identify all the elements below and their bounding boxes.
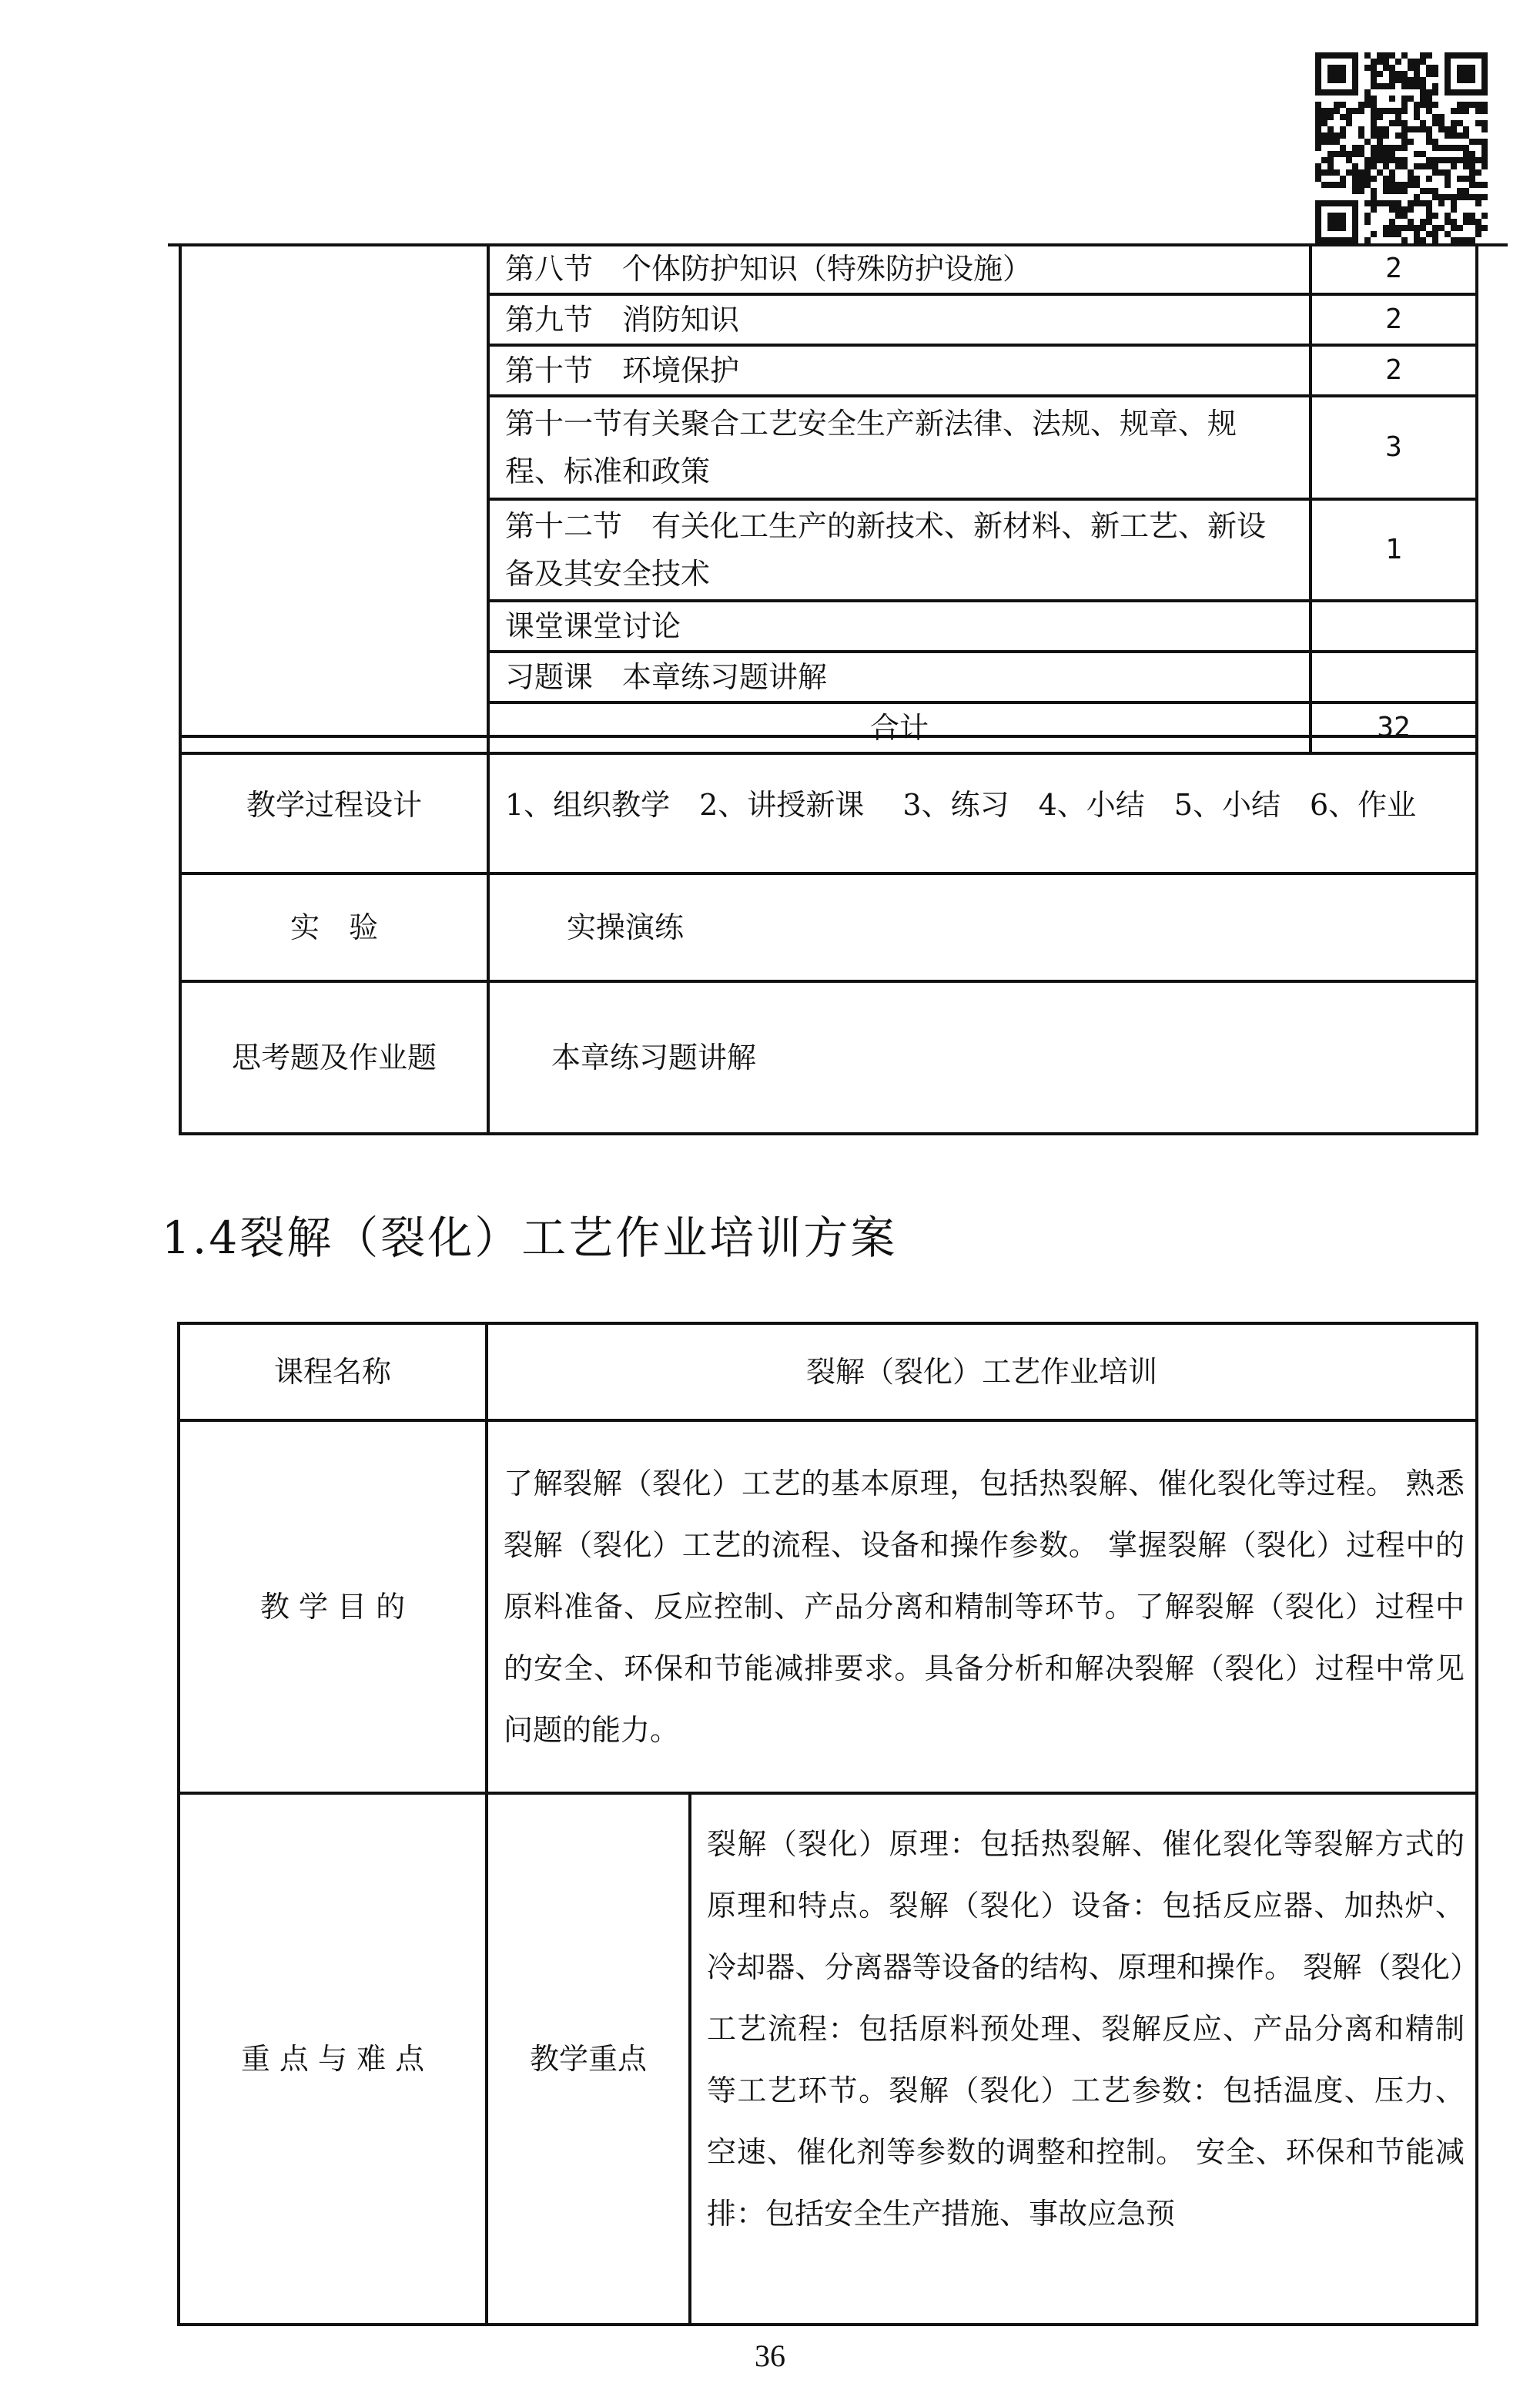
row-content: 第八节 个体防护知识（特殊防护设施） xyxy=(488,245,1311,294)
qr-code xyxy=(1315,52,1488,243)
table-row xyxy=(180,873,1477,981)
row-hours: 2 xyxy=(1311,294,1477,345)
total-value: 32 xyxy=(1311,702,1477,753)
row-content: 课堂课堂讨论 xyxy=(488,601,1311,652)
row-hours: 3 xyxy=(1311,396,1477,499)
row-content: 第十节 环境保护 xyxy=(488,345,1311,396)
table-row xyxy=(179,1793,1477,2325)
objective-value: 了解裂解（裂化）工艺的基本原理，包括热裂解、催化裂化等过程。 熟悉裂解（裂化）工艺的流程、设备和操作参数。 掌握裂解（裂化）过程中的原料准备、反应控制、产品分离和精制等环节。了解裂解（裂化）过程中的安全、环保和节能减排要求。具备分析和解决裂解（裂化）过程中常见问题的能力。 xyxy=(487,1420,1477,1793)
row-content: 第九节 消防知识 xyxy=(488,294,1311,345)
page-number: 36 xyxy=(755,2338,785,2373)
table-row xyxy=(179,1420,1477,1793)
row-content: 第十二节 有关化工生产的新技术、新材料、新工艺、新设备及其安全技术 xyxy=(488,499,1311,601)
experiment-value: 实操演练 xyxy=(488,873,1477,981)
course-name-value: 裂解（裂化）工艺作业培训 xyxy=(487,1323,1477,1420)
training-plan-table xyxy=(177,1322,1478,2326)
process-value: 1、组织教学 2、讲授新课 3、练习 4、小结 5、小结 6、作业 xyxy=(488,736,1477,873)
key-points-label: 重 点 与 难 点 xyxy=(179,1793,487,2325)
homework-value: 本章练习题讲解 xyxy=(488,981,1477,1134)
objective-label: 教 学 目 的 xyxy=(179,1420,487,1793)
experiment-label: 实 验 xyxy=(180,873,488,981)
table-row xyxy=(179,1323,1477,1420)
row-hours: 1 xyxy=(1311,499,1477,601)
process-label: 教学过程设计 xyxy=(180,736,488,873)
qr-code-graphic xyxy=(1315,52,1488,243)
total-label: 合计 xyxy=(488,702,1311,753)
section-heading: 1.4裂解（裂化）工艺作业培训方案 xyxy=(162,1212,898,1264)
table-row xyxy=(180,736,1477,873)
row-hours xyxy=(1311,601,1477,652)
row-hours: 2 xyxy=(1311,245,1477,294)
row-hours xyxy=(1311,652,1477,702)
homework-label: 思考题及作业题 xyxy=(180,981,488,1134)
row-content: 第十一节有关聚合工艺安全生产新法律、法规、规章、规程、标准和政策 xyxy=(488,396,1311,499)
table-row xyxy=(180,245,1477,294)
course-name-label: 课程名称 xyxy=(179,1323,487,1420)
key-points-sublabel: 教学重点 xyxy=(487,1793,690,2325)
row-content: 习题课 本章练习题讲解 xyxy=(488,652,1311,702)
curriculum-table-footer xyxy=(179,735,1478,1135)
merged-label-cell xyxy=(180,245,488,753)
table-row xyxy=(180,981,1477,1134)
curriculum-table-continued xyxy=(179,245,1478,755)
key-points-value: 裂解（裂化）原理：包括热裂解、催化裂化等裂解方式的原理和特点。裂解（裂化）设备：包括反应器、加热炉、冷却器、分离器等设备的结构、原理和操作。 裂解（裂化）工艺流程：包括原料预处理、裂解反应、产品分离和精制等工艺环节。裂解（裂化）工艺参数：包括温度、压力、空速、催化剂等参数的调整和控制。 安全、环保和节能减排：包括安全生产措施、事故应急预 xyxy=(690,1793,1477,2325)
row-hours: 2 xyxy=(1311,345,1477,396)
